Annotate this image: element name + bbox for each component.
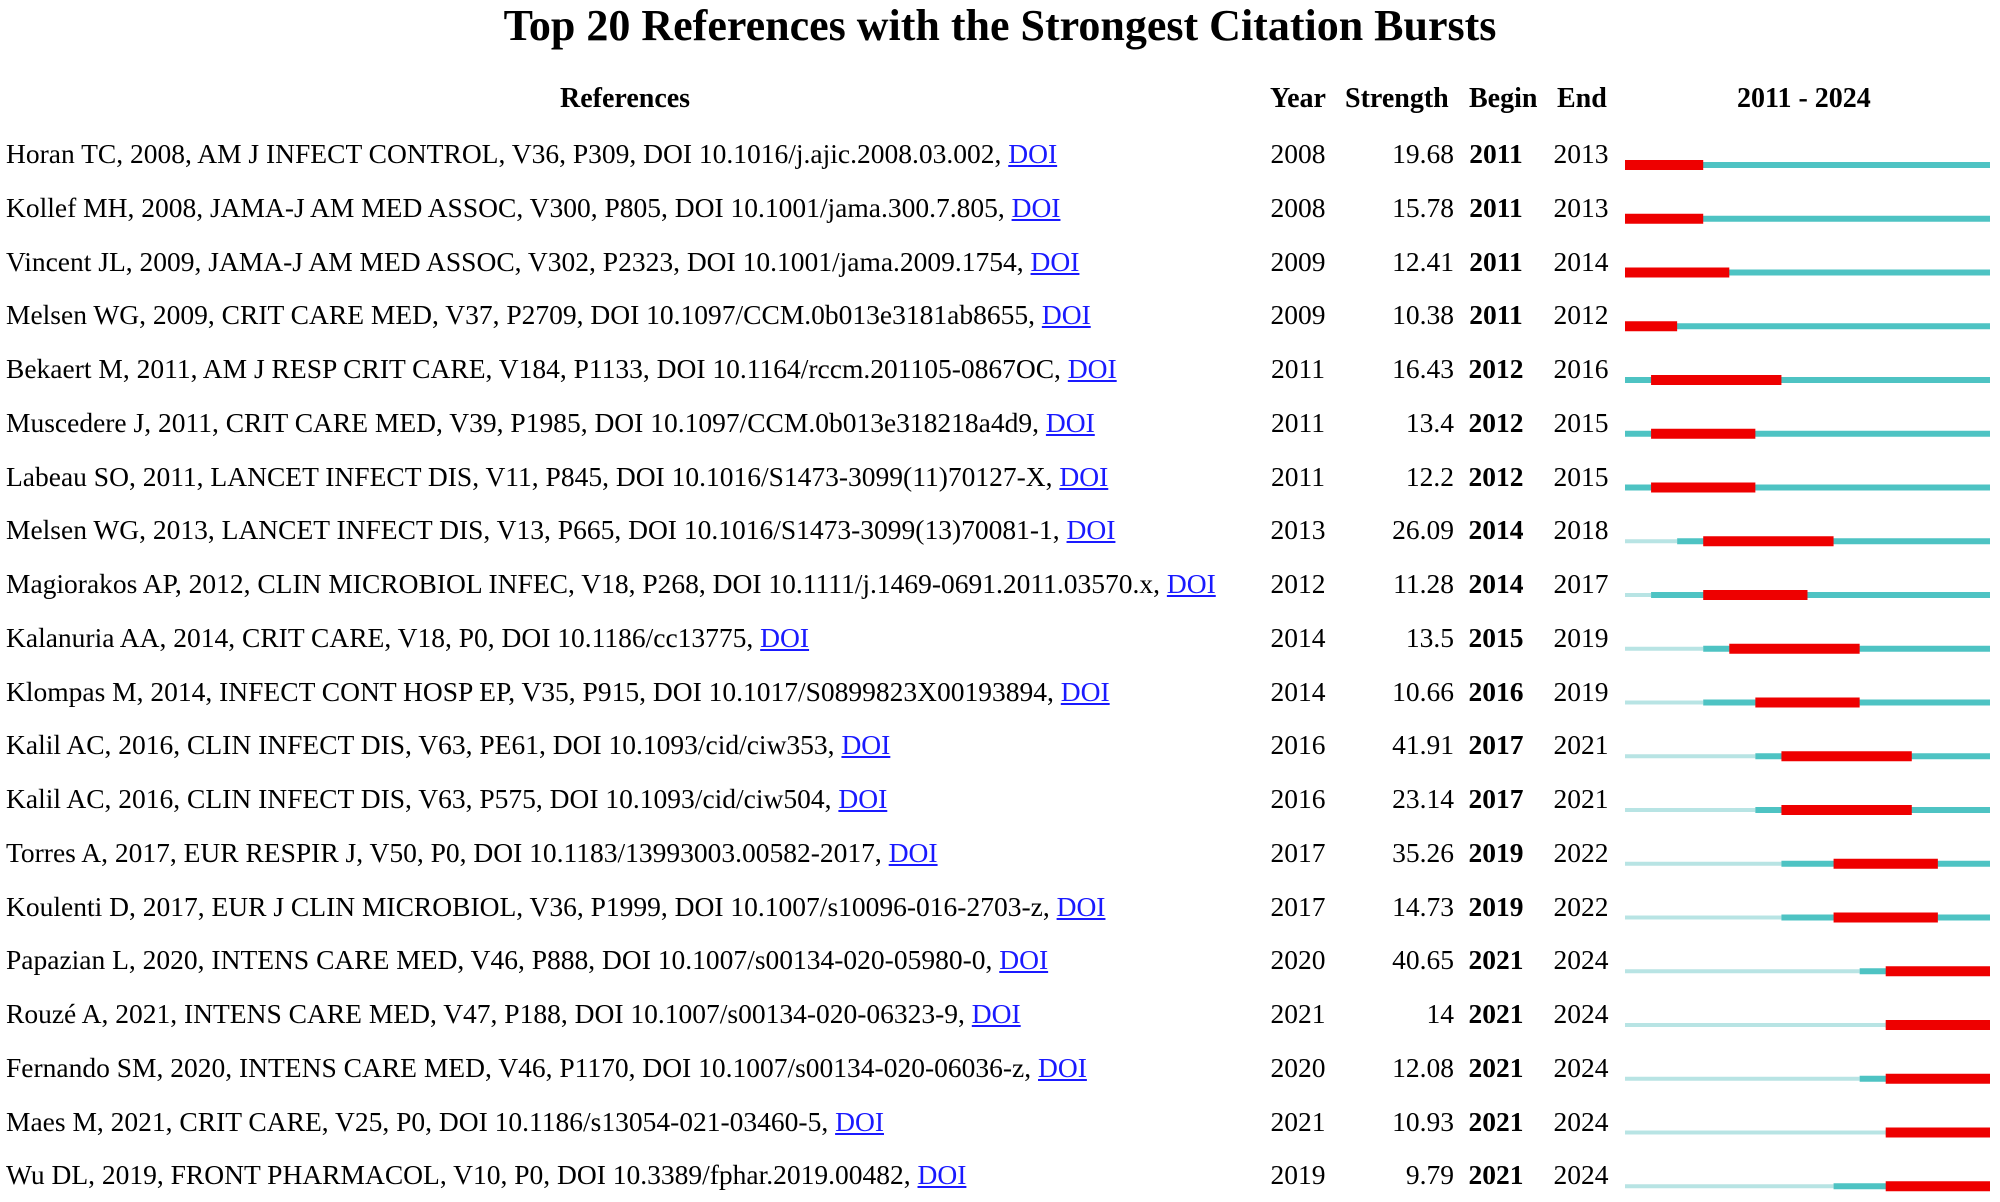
reference-text: Vincent JL, 2009, JAMA-J AM MED ASSOC, V302, P2323, DOI 10.1001/jama.2009.1754,: [6, 245, 1031, 277]
doi-link[interactable]: DOI: [999, 944, 1049, 976]
strength-cell: 12.2: [1405, 460, 1454, 492]
burst-bar: [1729, 644, 1859, 654]
year-cell: 2009: [1270, 245, 1326, 277]
year-cell: 2020: [1270, 1051, 1326, 1083]
year-cell: 2011: [1271, 353, 1325, 384]
begin-cell: 2019: [1468, 836, 1524, 868]
reference-text: Klompas M, 2014, INFECT CONT HOSP EP, V35, P915, DOI 10.1017/S0899823X00193894,: [6, 675, 1061, 707]
doi-link[interactable]: DOI: [1041, 299, 1091, 331]
begin-cell: 2012: [1468, 353, 1524, 384]
strength-cell: 15.78: [1392, 191, 1454, 223]
year-cell: 2013: [1270, 514, 1326, 546]
begin-cell: 2015: [1468, 621, 1524, 653]
doi-link[interactable]: DOI: [1045, 406, 1095, 438]
burst-bar: [1781, 751, 1911, 761]
chart-title: Top 20 References with the Strongest Citation Bursts: [503, 1, 1497, 50]
begin-cell: 2011: [1469, 191, 1523, 223]
doi-link[interactable]: DOI: [1060, 675, 1110, 707]
burst-bar: [1886, 1128, 1990, 1138]
year-cell: 2017: [1270, 836, 1326, 868]
strength-cell: 10.38: [1392, 299, 1454, 331]
doi-link[interactable]: DOI: [838, 783, 888, 814]
doi-link[interactable]: DOI: [971, 998, 1021, 1029]
timeline-inactive: [1625, 754, 1755, 758]
doi-link[interactable]: DOI: [1059, 460, 1109, 492]
reference-text: Rouzé A, 2021, INTENS CARE MED, V47, P188, DOI 10.1007/s00134-020-06323-9,: [6, 998, 972, 1029]
end-cell: 2019: [1553, 621, 1609, 653]
timeline-inactive: [1625, 862, 1781, 866]
strength-cell: 14.73: [1392, 890, 1454, 922]
end-cell: 2013: [1553, 191, 1609, 223]
timeline-inactive: [1625, 1131, 1886, 1135]
year-cell: 2017: [1270, 890, 1326, 922]
end-cell: 2016: [1553, 353, 1609, 384]
strength-cell: 13.5: [1405, 621, 1454, 653]
year-cell: 2014: [1270, 621, 1326, 653]
end-cell: 2022: [1553, 836, 1609, 868]
header-references: References: [560, 83, 691, 114]
header-end: End: [1557, 83, 1607, 114]
end-cell: 2024: [1553, 1105, 1609, 1137]
year-cell: 2016: [1270, 729, 1326, 761]
year-cell: 2016: [1270, 783, 1326, 814]
year-cell: 2011: [1271, 460, 1325, 492]
burst-bar: [1651, 483, 1755, 493]
reference-text: Papazian L, 2020, INTENS CARE MED, V46, P888, DOI 10.1007/s00134-020-05980-0,: [6, 944, 1000, 976]
burst-bar: [1834, 913, 1938, 923]
begin-cell: 2014: [1468, 514, 1524, 546]
burst-bar: [1625, 214, 1703, 224]
reference-text: Fernando SM, 2020, INTENS CARE MED, V46, P1170, DOI 10.1007/s00134-020-06036-z,: [6, 1051, 1038, 1083]
doi-link[interactable]: DOI: [1030, 245, 1080, 277]
end-cell: 2024: [1553, 1159, 1609, 1191]
year-cell: 2021: [1270, 1105, 1326, 1137]
doi-link[interactable]: DOI: [1066, 514, 1116, 546]
year-cell: 2019: [1270, 1159, 1326, 1191]
doi-link[interactable]: DOI: [841, 729, 891, 761]
begin-cell: 2019: [1468, 890, 1524, 922]
begin-cell: 2021: [1468, 1159, 1524, 1191]
burst-bar: [1755, 698, 1859, 708]
reference-text: Kalil AC, 2016, CLIN INFECT DIS, V63, PE61, DOI 10.1093/cid/ciw353,: [6, 729, 842, 761]
year-cell: 2011: [1271, 406, 1325, 438]
begin-cell: 2011: [1469, 138, 1523, 169]
timeline-inactive: [1625, 539, 1677, 543]
timeline-inactive: [1625, 593, 1651, 597]
burst-bar: [1834, 859, 1938, 869]
reference-text: Melsen WG, 2009, CRIT CARE MED, V37, P2709, DOI 10.1097/CCM.0b013e3181ab8655,: [6, 299, 1042, 331]
burst-bar: [1886, 1020, 1990, 1030]
strength-cell: 13.4: [1405, 406, 1454, 438]
doi-link[interactable]: DOI: [760, 621, 810, 653]
strength-cell: 23.14: [1392, 783, 1454, 814]
end-cell: 2015: [1553, 460, 1609, 492]
begin-cell: 2021: [1468, 944, 1524, 976]
strength-cell: 40.65: [1392, 944, 1454, 976]
begin-cell: 2021: [1468, 1051, 1524, 1083]
begin-cell: 2016: [1468, 675, 1524, 707]
year-cell: 2014: [1270, 675, 1326, 707]
strength-cell: 26.09: [1392, 514, 1454, 546]
burst-bar: [1625, 160, 1703, 170]
end-cell: 2024: [1553, 944, 1609, 976]
timeline-active: [1625, 323, 1990, 329]
strength-cell: 35.26: [1392, 836, 1454, 868]
timeline-inactive: [1625, 1077, 1860, 1081]
strength-cell: 41.91: [1392, 729, 1454, 761]
year-cell: 2020: [1270, 944, 1326, 976]
doi-link[interactable]: DOI: [1067, 353, 1117, 384]
end-cell: 2022: [1553, 890, 1609, 922]
reference-text: Torres A, 2017, EUR RESPIR J, V50, P0, DOI 10.1183/13993003.00582-2017,: [6, 836, 889, 868]
doi-link[interactable]: DOI: [835, 1105, 884, 1137]
doi-link[interactable]: DOI: [1011, 191, 1061, 223]
begin-cell: 2021: [1468, 1105, 1524, 1137]
reference-text: Kalil AC, 2016, CLIN INFECT DIS, V63, P575, DOI 10.1093/cid/ciw504,: [6, 783, 839, 814]
timeline-inactive: [1625, 1184, 1834, 1188]
year-cell: 2012: [1270, 568, 1326, 599]
burst-bar: [1781, 805, 1911, 815]
strength-cell: 10.66: [1392, 675, 1454, 707]
year-cell: 2009: [1270, 299, 1326, 331]
burst-bar: [1651, 375, 1781, 385]
end-cell: 2024: [1553, 1051, 1609, 1083]
burst-bar: [1625, 321, 1677, 331]
burst-bar: [1651, 429, 1755, 439]
reference-text: Muscedere J, 2011, CRIT CARE MED, V39, P1985, DOI 10.1097/CCM.0b013e318218a4d9,: [6, 406, 1046, 438]
timeline-inactive: [1625, 916, 1781, 920]
end-cell: 2021: [1553, 783, 1609, 814]
burst-bar: [1886, 1074, 1990, 1084]
header-range: 2011 - 2024: [1737, 83, 1871, 114]
burst-bar: [1703, 590, 1807, 600]
header-strength: Strength: [1345, 83, 1449, 114]
year-cell: 2008: [1270, 138, 1326, 169]
timeline-inactive: [1625, 969, 1860, 973]
timeline-inactive: [1625, 701, 1703, 705]
begin-cell: 2017: [1468, 729, 1524, 761]
timeline-inactive: [1625, 1023, 1886, 1027]
burst-bar: [1625, 268, 1729, 278]
end-cell: 2017: [1553, 568, 1609, 599]
reference-text: Horan TC, 2008, AM J INFECT CONTROL, V36, P309, DOI 10.1016/j.ajic.2008.03.002,: [6, 138, 1009, 169]
strength-cell: 16.43: [1392, 353, 1454, 384]
doi-link[interactable]: DOI: [1038, 1051, 1087, 1083]
burst-bar: [1886, 966, 1990, 976]
reference-text: Koulenti D, 2017, EUR J CLIN MICROBIOL, V36, P1999, DOI 10.1007/s10096-016-2703-z,: [6, 890, 1057, 922]
reference-text: Maes M, 2021, CRIT CARE, V25, P0, DOI 10.1186/s13054-021-03460-5,: [6, 1105, 836, 1137]
begin-cell: 2011: [1469, 299, 1523, 331]
strength-cell: 14: [1426, 998, 1454, 1029]
begin-cell: 2017: [1468, 783, 1524, 814]
header-begin: Begin: [1469, 83, 1538, 114]
reference-text: Bekaert M, 2011, AM J RESP CRIT CARE, V184, P1133, DOI 10.1164/rccm.201105-0867OC,: [6, 353, 1068, 384]
header-year: Year: [1270, 83, 1326, 114]
burst-bar: [1886, 1181, 1990, 1191]
strength-cell: 11.28: [1393, 568, 1454, 599]
timeline-inactive: [1625, 647, 1703, 651]
burst-bar: [1703, 536, 1833, 546]
reference-text: Kalanuria AA, 2014, CRIT CARE, V18, P0, DOI 10.1186/cc13775,: [6, 621, 761, 653]
end-cell: 2021: [1553, 729, 1609, 761]
end-cell: 2018: [1553, 514, 1609, 546]
timeline-active: [1651, 592, 1990, 598]
doi-link[interactable]: DOI: [1166, 568, 1216, 599]
begin-cell: 2021: [1468, 998, 1524, 1029]
end-cell: 2024: [1553, 998, 1609, 1029]
begin-cell: 2011: [1469, 245, 1523, 277]
strength-cell: 12.08: [1392, 1051, 1454, 1083]
end-cell: 2015: [1553, 406, 1609, 438]
strength-cell: 12.41: [1392, 245, 1454, 277]
reference-text: Wu DL, 2019, FRONT PHARMACOL, V10, P0, DOI 10.3389/fphar.2019.00482,: [6, 1159, 918, 1191]
doi-link[interactable]: DOI: [917, 1159, 967, 1191]
doi-link[interactable]: DOI: [1056, 890, 1106, 922]
begin-cell: 2014: [1468, 568, 1524, 599]
reference-text: Kollef MH, 2008, JAMA-J AM MED ASSOC, V300, P805, DOI 10.1001/jama.300.7.805,: [6, 191, 1012, 223]
begin-cell: 2012: [1468, 406, 1524, 438]
year-cell: 2008: [1270, 191, 1326, 223]
reference-text: Magiorakos AP, 2012, CLIN MICROBIOL INFEC, V18, P268, DOI 10.1111/j.1469-0691.2011.03570.x,: [6, 568, 1167, 599]
doi-link[interactable]: DOI: [888, 836, 938, 868]
reference-text: Labeau SO, 2011, LANCET INFECT DIS, V11, P845, DOI 10.1016/S1473-3099(11)70127-X,: [6, 460, 1060, 492]
begin-cell: 2012: [1468, 460, 1524, 492]
end-cell: 2012: [1553, 299, 1609, 331]
strength-cell: 19.68: [1392, 138, 1454, 169]
end-cell: 2014: [1553, 245, 1609, 277]
strength-cell: 10.93: [1392, 1105, 1454, 1137]
strength-cell: 9.79: [1405, 1159, 1454, 1191]
timeline-inactive: [1625, 808, 1755, 812]
end-cell: 2019: [1553, 675, 1609, 707]
year-cell: 2021: [1270, 998, 1326, 1029]
end-cell: 2013: [1553, 138, 1609, 169]
doi-link[interactable]: DOI: [1008, 138, 1058, 169]
reference-text: Melsen WG, 2013, LANCET INFECT DIS, V13, P665, DOI 10.1016/S1473-3099(13)70081-1,: [6, 514, 1067, 546]
